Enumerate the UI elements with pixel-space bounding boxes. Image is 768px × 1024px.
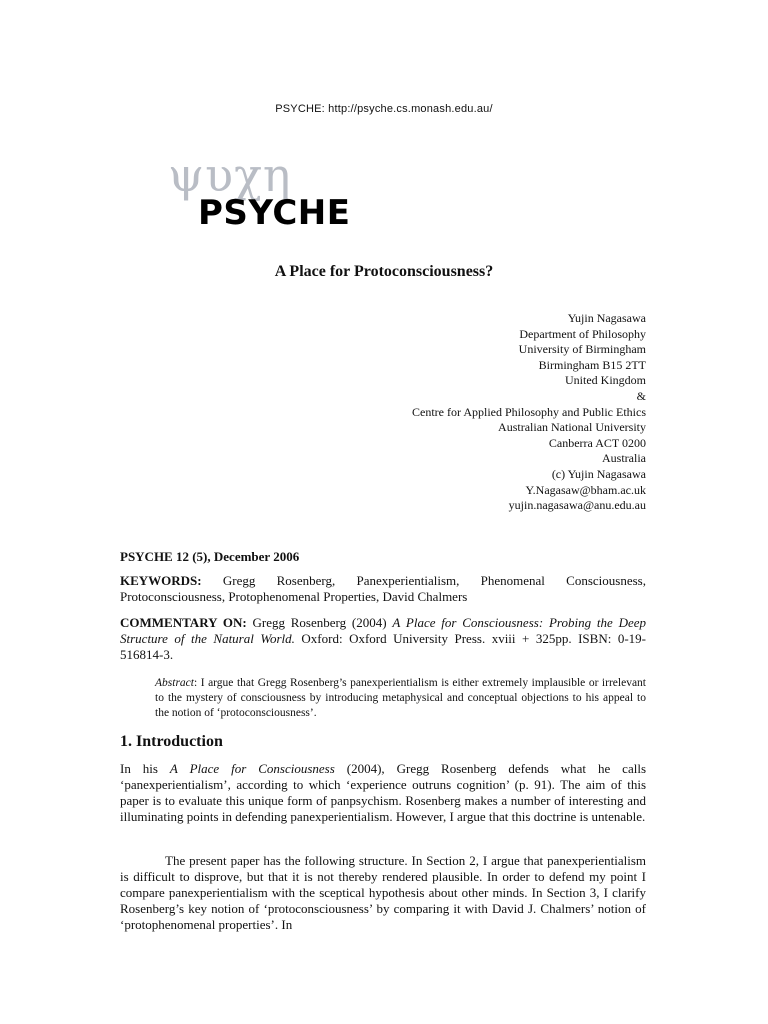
issue-line: PSYCHE 12 (5), December 2006 xyxy=(120,549,300,564)
abstract xyxy=(155,676,646,721)
logo-greek-text: ψυχη xyxy=(168,148,292,202)
affiliation-line: Birmingham B15 2TT xyxy=(538,357,646,372)
copyright-line: (c) Yujin Nagasawa xyxy=(551,466,646,481)
commentary-line xyxy=(120,615,646,663)
author-affiliation-block xyxy=(412,311,646,514)
para1-book-title: A Place for Consciousness xyxy=(169,761,335,776)
keywords-label: KEYWORDS: xyxy=(120,573,202,588)
affiliation-line: Canberra ACT 0200 xyxy=(548,435,646,450)
affiliation-line: Department of Philosophy xyxy=(519,326,646,341)
affiliation-line: Centre for Applied Philosophy and Public Ethics xyxy=(412,404,646,419)
affiliation-line: University of Birmingham xyxy=(518,342,646,357)
commentary-label: COMMENTARY ON: xyxy=(120,615,247,630)
abstract-text: : I argue that Gregg Rosenberg’s panexperientialism is either extremely implausible or irrelevant to the mystery of consciousness by introducing metaphysical and conceptual objections to his appeal to the notion of ‘protoconsciousness’. xyxy=(155,677,646,719)
affiliation-line: Australian National University xyxy=(498,420,646,435)
affiliation-line: & xyxy=(636,388,646,403)
psyche-logo xyxy=(168,148,378,233)
logo-wordmark: PSYCHE xyxy=(198,193,351,233)
intro-paragraph-1 xyxy=(120,761,646,825)
keywords-text: Gregg Rosenberg, Panexperientialism, Phenomenal Consciousness, Protoconsciousness, Protophenomenal Properties, David Chalmers xyxy=(120,573,646,604)
email-line: Y.Nagasaw@bham.ac.uk xyxy=(525,482,646,497)
keywords-line xyxy=(120,573,646,605)
section-heading: 1. Introduction xyxy=(120,733,223,750)
commentary-post: Oxford: Oxford University Press. xviii + 325pp. ISBN: 0-19-516814-3. xyxy=(120,631,646,662)
paper-title: A Place for Protoconsciousness? xyxy=(274,263,494,280)
affiliation-line: United Kingdom xyxy=(565,373,646,388)
author-name: Yujin Nagasawa xyxy=(567,311,646,325)
email-line: yujin.nagasawa@anu.edu.au xyxy=(508,498,646,513)
commentary-pre: Gregg Rosenberg (2004) xyxy=(246,615,393,630)
para1-post: (2004), Gregg Rosenberg defends what he calls ‘panexperientialism’, according to which ‘experience outruns cognition’ (p. 91). The aim of this paper is to evaluate this unique form of panpsychism. Rosenberg makes a number of interesting and illuminating points in defending panexperientialism. However, I argue that this doctrine is untenable. xyxy=(120,761,647,824)
abstract-label: Abstract xyxy=(155,677,194,689)
commentary-book-title: A Place for Consciousness: Probing the Deep Structure of the Natural World. xyxy=(120,615,646,646)
para1-pre: In his xyxy=(120,761,170,776)
journal-url-header: PSYCHE: http://psyche.cs.monash.edu.au/ xyxy=(275,103,493,115)
intro-paragraph-2: The present paper has the following structure. In Section 2, I argue that panexperientialism is difficult to disprove, but that it is not thereby rendered plausible. In order to defend my point I compare panexperientialism with the sceptical hypothesis about other minds. In Section 3, I clarify Rosenberg’s key notion of ‘protoconsciousness’ by comparing it with David J. Chalmers’ notion of ‘protophenomenal properties’. In xyxy=(120,853,646,932)
affiliation-line: Australia xyxy=(602,451,646,466)
